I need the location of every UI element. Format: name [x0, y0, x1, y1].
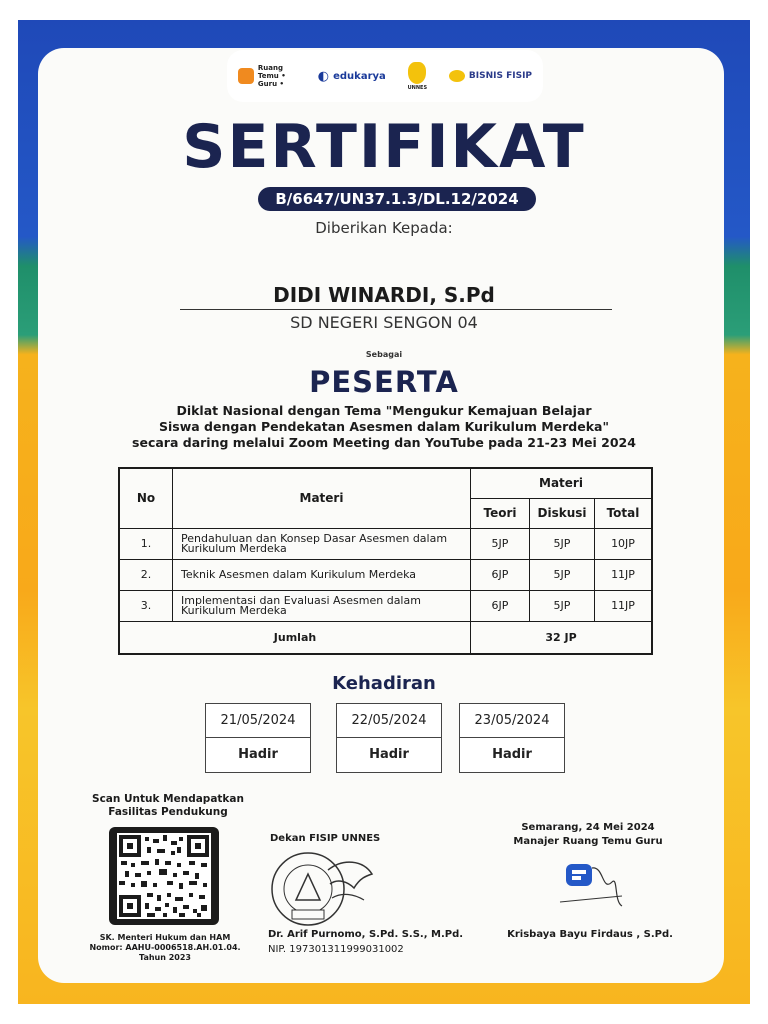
unnes-seal-icon — [268, 848, 378, 930]
row-no: 1. — [119, 528, 173, 559]
ruang-temu-guru-icon — [238, 68, 254, 84]
unnes-text: UNNES — [407, 84, 428, 91]
row-no: 2. — [119, 559, 173, 590]
row-diskusi: 5JP — [530, 528, 595, 559]
sum-label: Jumlah — [119, 621, 471, 654]
row-total: 10JP — [595, 528, 653, 559]
row-teori: 6JP — [471, 559, 530, 590]
qr-pattern-icon — [117, 833, 211, 919]
edukarya-logo — [318, 69, 386, 84]
table-sum-row — [119, 621, 652, 654]
partner-logos — [227, 50, 543, 102]
ruang-temu-guru-stamp-icon — [552, 862, 628, 920]
certificate-title: SERTIFIKAT — [182, 112, 586, 182]
as-label: Sebagai — [365, 350, 403, 359]
header-materi: Materi — [173, 468, 471, 528]
recipient-name: DIDI WINARDI, S.Pd — [273, 283, 495, 307]
description-line: Siswa dengan Pendekatan Asesmen dalam Kurikulum Merdeka" — [158, 419, 609, 434]
unnes-logo — [408, 62, 427, 91]
legal-footer — [72, 933, 258, 963]
header-teori: Teori — [471, 498, 530, 528]
bisnis-fisip-icon — [449, 70, 465, 82]
legal-footer-line: SK. Menteri Hukum dan HAM — [99, 933, 231, 942]
certificate-number: B/6647/UN37.1.3/DL.12/2024 — [258, 187, 536, 211]
qr-caption-line: Fasilitas Pendukung — [108, 806, 228, 818]
table-row — [119, 528, 652, 559]
attendance-status: Hadir — [492, 747, 532, 762]
legal-footer-line: Tahun 2023 — [139, 953, 191, 962]
qr-caption-line: Scan Untuk Mendapatkan — [92, 793, 244, 805]
dean-nip: NIP. 197301311999031002 — [268, 944, 404, 955]
edukarya-text: edukarya — [333, 70, 386, 82]
attendance-status: Hadir — [369, 747, 409, 762]
table-row — [119, 559, 652, 590]
materials-table — [118, 467, 653, 655]
given-to-label: Diberikan Kepada: — [315, 219, 453, 237]
row-diskusi: 5JP — [530, 590, 595, 621]
place-date: Semarang, 24 Mei 2024 — [521, 822, 655, 833]
row-teori: 6JP — [471, 590, 530, 621]
ruang-temu-guru-text: Ruang Temu • Guru • — [257, 64, 286, 88]
row-total: 11JP — [595, 590, 653, 621]
edukarya-icon: ◐ — [317, 68, 330, 84]
attendance-title: Kehadiran — [332, 673, 436, 694]
ruang-temu-guru-logo — [238, 64, 296, 88]
table-row — [119, 590, 652, 621]
header-materi-group: Materi — [471, 468, 653, 498]
sum-value: 32 JP — [471, 621, 653, 654]
row-teori: 5JP — [471, 528, 530, 559]
recipient-role: PESERTA — [309, 365, 459, 399]
description-line: Diklat Nasional dengan Tema "Mengukur Kemajuan Belajar — [176, 403, 592, 418]
row-no: 3. — [119, 590, 173, 621]
attendance-date: 22/05/2024 — [337, 704, 441, 738]
bisnis-fisip-logo — [449, 70, 532, 82]
bisnis-fisip-text: BISNIS FISIP — [468, 71, 533, 81]
dean-title: Dekan FISIP UNNES — [270, 833, 381, 844]
legal-footer-line: Nomor: AAHU-0006518.AH.01.04. — [89, 943, 241, 952]
manager-name: Krisbaya Bayu Firdaus , S.Pd. — [507, 929, 673, 940]
qr-caption — [80, 793, 256, 819]
attendance-box — [459, 703, 565, 773]
recipient-school: SD NEGERI SENGON 04 — [290, 313, 478, 332]
place-date-block — [500, 821, 676, 849]
attendance-status: Hadir — [238, 747, 278, 762]
header-diskusi: Diskusi — [530, 498, 595, 528]
row-materi: Implementasi dan Evaluasi Asesmen dalam Kurikulum Merdeka — [173, 590, 471, 621]
event-description — [100, 403, 668, 451]
unnes-emblem-icon — [408, 62, 426, 84]
name-underline — [180, 309, 612, 310]
row-materi: Pendahuluan dan Konsep Dasar Asesmen dalam Kurikulum Merdeka — [173, 528, 471, 559]
qr-code[interactable] — [109, 827, 219, 925]
header-no: No — [119, 468, 173, 528]
row-materi: Teknik Asesmen dalam Kurikulum Merdeka — [173, 559, 471, 590]
attendance-box — [205, 703, 311, 773]
dean-name: Dr. Arif Purnomo, S.Pd. S.S., M.Pd. — [268, 929, 464, 940]
row-total: 11JP — [595, 559, 653, 590]
attendance-date: 21/05/2024 — [206, 704, 310, 738]
attendance-date: 23/05/2024 — [460, 704, 564, 738]
manager-title: Manajer Ruang Temu Guru — [513, 836, 663, 847]
description-line: secara daring melalui Zoom Meeting dan YouTube pada 21-23 Mei 2024 — [132, 435, 636, 450]
attendance-box — [336, 703, 442, 773]
row-diskusi: 5JP — [530, 559, 595, 590]
header-total: Total — [595, 498, 653, 528]
